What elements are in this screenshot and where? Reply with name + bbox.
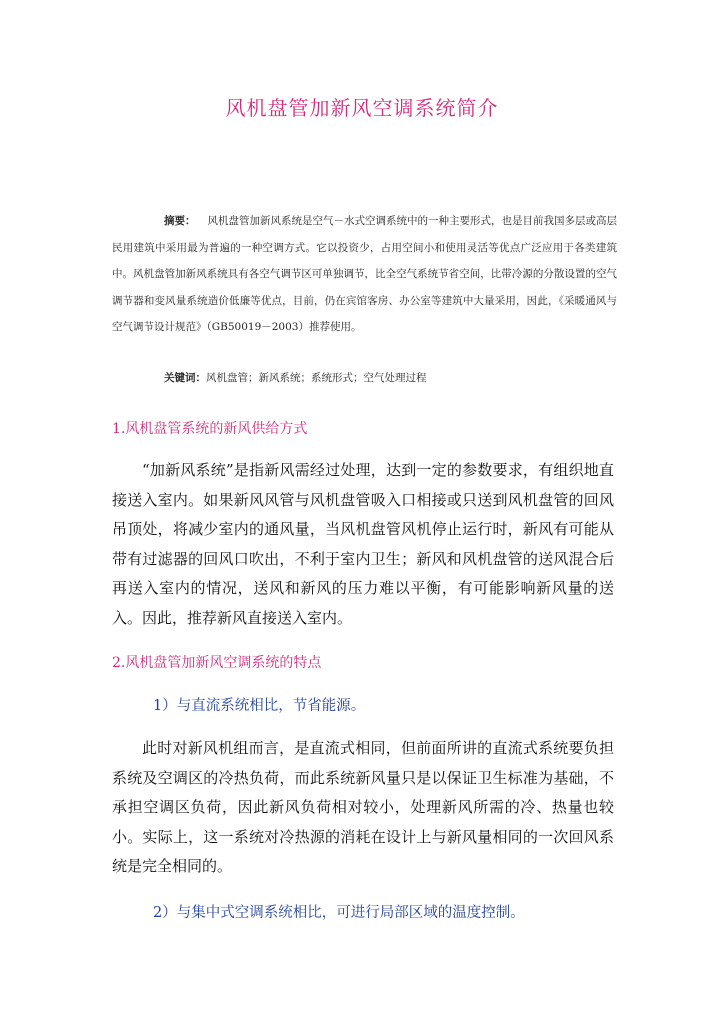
keywords-text: 风机盘管；新风系统；系统形式；空气处理过程 <box>206 372 427 384</box>
keywords <box>164 370 614 385</box>
section-1-paragraph: “加新风系统”是指新风需经过处理，达到一定的参数要求，有组织地直接送入室内。如果新风风管与风机盘管吸入口相接或只送到风机盘管的回风吊顶处，将减少室内的通风量，当风机盘管风机停止运行时，新风有可能从带有过滤器的回风口吹出，不利于室内卫生；新风和风机盘管的送风混合后再送入室内的情况，送风和新风的压力难以平衡，有可能影响新风量的送入。因此，推荐新风直接送入室内。 <box>112 461 614 627</box>
section-2-item-1-label: 1）与直流系统相比，节省能源。 <box>153 698 366 714</box>
section-2-item-2-label: 2）与集中式空调系统相比，可进行局部区域的温度控制。 <box>153 905 525 921</box>
abstract-text: 风机盘管加新风系统是空气－水式空调系统中的一种主要形式，也是目前我国多层或高层民用建筑中采用最为普遍的一种空调方式。它以投资少，占用空间小和使用灵活等优点广泛应用于各类建筑中。风机盘管加新风系统具有各空气调节区可单独调节，比全空气系统节省空间，比带冷源的分散设置的空气调节器和变风量系统造价低廉等优点，目前，仍在宾馆客房、办公室等建筑中大量采用，因此，《采暖通风与空气调节设计规范》（GB50019－2003）推荐使用。 <box>112 215 617 333</box>
section-2-heading: 2.风机盘管加新风空调系统的特点 <box>112 655 322 671</box>
section-1-heading: 1.风机盘管系统的新风供给方式 <box>112 421 308 437</box>
keywords-label: 关键词： <box>164 372 206 384</box>
abstract <box>112 208 617 341</box>
section-2-item-1-paragraph: 此时对新风机组而言，是直流式相同，但前面所讲的直流式系统要负担系统及空调区的冷热负荷，而此系统新风量只是以保证卫生标准为基础，不承担空调区负荷，因此新风负荷相对较小，处理新风所需的冷、热量也较小。实际上，这一系统对冷热源的消耗在设计上与新风量相同的一次回风系统是完全相同的。 <box>112 739 614 875</box>
abstract-label: 摘要： <box>164 215 196 227</box>
document-title: 风机盘管加新风空调系统简介 <box>225 96 499 120</box>
